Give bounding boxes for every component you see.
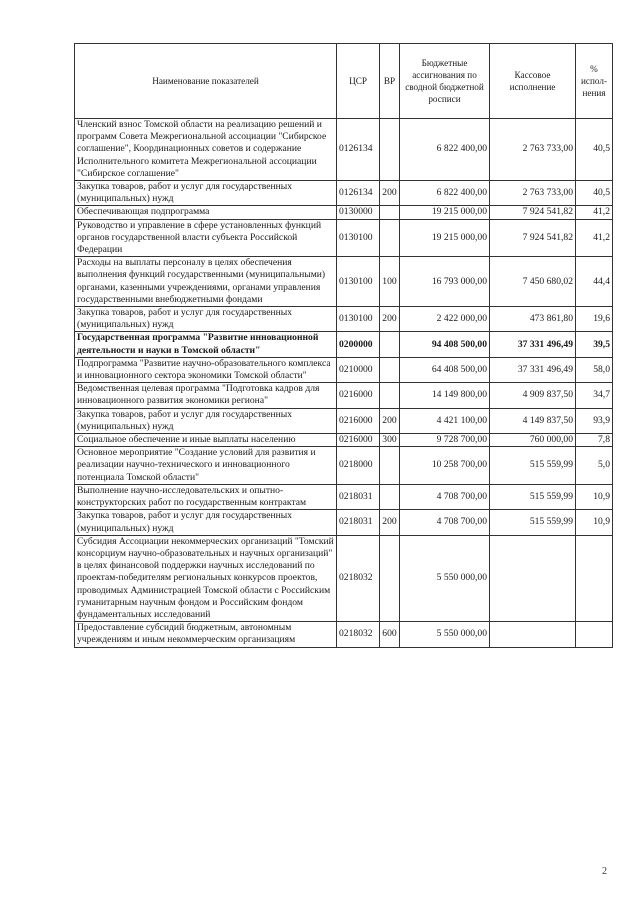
cell-vr (380, 535, 400, 621)
cell-name: Государственная программа "Развитие инновационной деятельности и науки в Томской области" (75, 332, 337, 357)
cell-cash: 515 559,99 (490, 510, 576, 535)
cell-name: Основное мероприятие "Создание условий для развития и реализации научно-технического и инновационного потенциала Томской области" (75, 447, 337, 485)
cell-cash: 37 331 496,49 (490, 357, 576, 382)
cell-csr: 0216000 (337, 383, 380, 408)
cell-budget: 5 550 000,00 (400, 622, 490, 647)
header-percent: % испол-нения (576, 44, 613, 119)
cell-budget: 9 728 700,00 (400, 434, 490, 447)
table-row (75, 484, 613, 509)
cell-vr: 100 (380, 257, 400, 307)
cell-vr: 200 (380, 510, 400, 535)
cell-percent: 58,0 (576, 357, 613, 382)
cell-vr (380, 206, 400, 219)
cell-cash: 473 861,80 (490, 307, 576, 332)
cell-csr: 0130100 (337, 307, 380, 332)
header-budget: Бюджетные ассигнования по сводной бюджетной росписи (400, 44, 490, 119)
cell-percent: 41,2 (576, 219, 613, 257)
cell-vr (380, 447, 400, 485)
cell-budget: 5 550 000,00 (400, 535, 490, 621)
cell-name: Предоставление субсидий бюджетным, автономным учреждениям и иным некоммерческим организациям (75, 622, 337, 647)
cell-csr: 0218032 (337, 535, 380, 621)
cell-percent: 39,5 (576, 332, 613, 357)
cell-csr: 0218031 (337, 510, 380, 535)
cell-budget: 2 422 000,00 (400, 307, 490, 332)
cell-name: Обеспечивающая подпрограмма (75, 206, 337, 219)
cell-percent: 41,2 (576, 206, 613, 219)
cell-vr: 600 (380, 622, 400, 647)
cell-percent: 40,5 (576, 181, 613, 206)
table-row (75, 408, 613, 433)
cell-vr (380, 119, 400, 181)
cell-vr: 200 (380, 307, 400, 332)
cell-csr: 0126134 (337, 119, 380, 181)
cell-percent: 44,4 (576, 257, 613, 307)
cell-budget: 10 258 700,00 (400, 447, 490, 485)
cell-percent: 40,5 (576, 119, 613, 181)
cell-csr: 0130100 (337, 219, 380, 257)
cell-name: Выполнение научно-исследовательских и опытно-конструкторских работ по государственным контрактам (75, 484, 337, 509)
cell-name: Закупка товаров, работ и услуг для государственных (муниципальных) нужд (75, 408, 337, 433)
cell-name: Закупка товаров, работ и услуг для государственных (муниципальных) нужд (75, 181, 337, 206)
cell-name: Субсидия Ассоциации некоммерческих организаций "Томский консорциум научно-образовательных и научных организаций" в целях финансовой поддержки научных исследований по проектам-победителям региональных конкурсов проектов, проводимых Администрацией Томской области с Российским гуманитарным научным фондом и Российским фондом фундаментальных исследований (75, 535, 337, 621)
table-row (75, 535, 613, 621)
table-row (75, 206, 613, 219)
budget-report-page (74, 43, 612, 648)
cell-vr: 300 (380, 434, 400, 447)
cell-csr: 0218032 (337, 622, 380, 647)
cell-name: Ведомственная целевая программа "Подготовка кадров для инновационного развития экономики региона" (75, 383, 337, 408)
cell-name: Закупка товаров, работ и услуг для государственных (муниципальных) нужд (75, 307, 337, 332)
cell-percent: 10,9 (576, 510, 613, 535)
table-row (75, 383, 613, 408)
table-row (75, 447, 613, 485)
cell-cash: 7 450 680,02 (490, 257, 576, 307)
cell-vr (380, 357, 400, 382)
cell-name: Расходы на выплаты персоналу в целях обеспечения выполнения функций государственными (муниципальными) органами, казенными учреждениями, органами управления государственными внебюджетными фондами (75, 257, 337, 307)
cell-percent: 34,7 (576, 383, 613, 408)
cell-budget: 6 822 400,00 (400, 181, 490, 206)
table-row (75, 257, 613, 307)
cell-budget: 4 708 700,00 (400, 484, 490, 509)
cell-cash: 7 924 541,82 (490, 219, 576, 257)
cell-cash: 4 149 837,50 (490, 408, 576, 433)
cell-budget: 14 149 800,00 (400, 383, 490, 408)
cell-percent: 10,9 (576, 484, 613, 509)
cell-percent (576, 622, 613, 647)
header-cash: Кассовое исполнение (490, 44, 576, 119)
cell-budget: 4 421 100,00 (400, 408, 490, 433)
cell-name: Закупка товаров, работ и услуг для государственных (муниципальных) нужд (75, 510, 337, 535)
cell-vr: 200 (380, 181, 400, 206)
cell-name: Руководство и управление в сфере установленных функций органов государственной власти субъекта Российской Федерации (75, 219, 337, 257)
cell-csr: 0130000 (337, 206, 380, 219)
cell-name: Членский взнос Томской области на реализацию решений и программ Совета Межрегиональной ассоциации "Сибирское соглашение", Координационных советов и содержание Исполнительного комитета Межрегиональной ассоциации "Сибирское соглашение" (75, 119, 337, 181)
cell-cash (490, 622, 576, 647)
cell-csr: 0210000 (337, 357, 380, 382)
cell-cash: 515 559,99 (490, 484, 576, 509)
cell-csr: 0218000 (337, 447, 380, 485)
cell-percent: 5,0 (576, 447, 613, 485)
table-row (75, 307, 613, 332)
cell-budget: 19 215 000,00 (400, 206, 490, 219)
cell-budget: 6 822 400,00 (400, 119, 490, 181)
cell-percent: 93,9 (576, 408, 613, 433)
cell-vr (380, 383, 400, 408)
cell-cash: 37 331 496,49 (490, 332, 576, 357)
table-row (75, 622, 613, 647)
cell-percent: 7,8 (576, 434, 613, 447)
cell-percent (576, 535, 613, 621)
header-name: Наименование показателей (75, 44, 337, 119)
cell-name: Социальное обеспечение и иные выплаты населению (75, 434, 337, 447)
cell-csr: 0126134 (337, 181, 380, 206)
cell-cash: 760 000,00 (490, 434, 576, 447)
cell-vr (380, 219, 400, 257)
cell-csr: 0200000 (337, 332, 380, 357)
cell-vr (380, 484, 400, 509)
cell-cash: 4 909 837,50 (490, 383, 576, 408)
cell-budget: 64 408 500,00 (400, 357, 490, 382)
table-row (75, 332, 613, 357)
cell-vr (380, 332, 400, 357)
cell-cash (490, 535, 576, 621)
cell-budget: 4 708 700,00 (400, 510, 490, 535)
cell-cash: 7 924 541,82 (490, 206, 576, 219)
cell-budget: 19 215 000,00 (400, 219, 490, 257)
budget-execution-table (74, 43, 613, 648)
cell-csr: 0216000 (337, 408, 380, 433)
table-row (75, 219, 613, 257)
table-row (75, 181, 613, 206)
table-row (75, 119, 613, 181)
cell-vr: 200 (380, 408, 400, 433)
cell-csr: 0216000 (337, 434, 380, 447)
table-row (75, 434, 613, 447)
header-vr: ВР (380, 44, 400, 119)
cell-cash: 2 763 733,00 (490, 181, 576, 206)
cell-name: Подпрограмма "Развитие научно-образовательного комплекса и инновационного сектора экономики Томской области" (75, 357, 337, 382)
table-row (75, 357, 613, 382)
cell-csr: 0218031 (337, 484, 380, 509)
cell-csr: 0130100 (337, 257, 380, 307)
cell-percent: 19,6 (576, 307, 613, 332)
page-number: 2 (602, 866, 607, 877)
cell-budget: 16 793 000,00 (400, 257, 490, 307)
cell-cash: 2 763 733,00 (490, 119, 576, 181)
cell-cash: 515 559,99 (490, 447, 576, 485)
table-header-row (75, 44, 613, 119)
cell-budget: 94 408 500,00 (400, 332, 490, 357)
table-row (75, 510, 613, 535)
header-csr: ЦСР (337, 44, 380, 119)
